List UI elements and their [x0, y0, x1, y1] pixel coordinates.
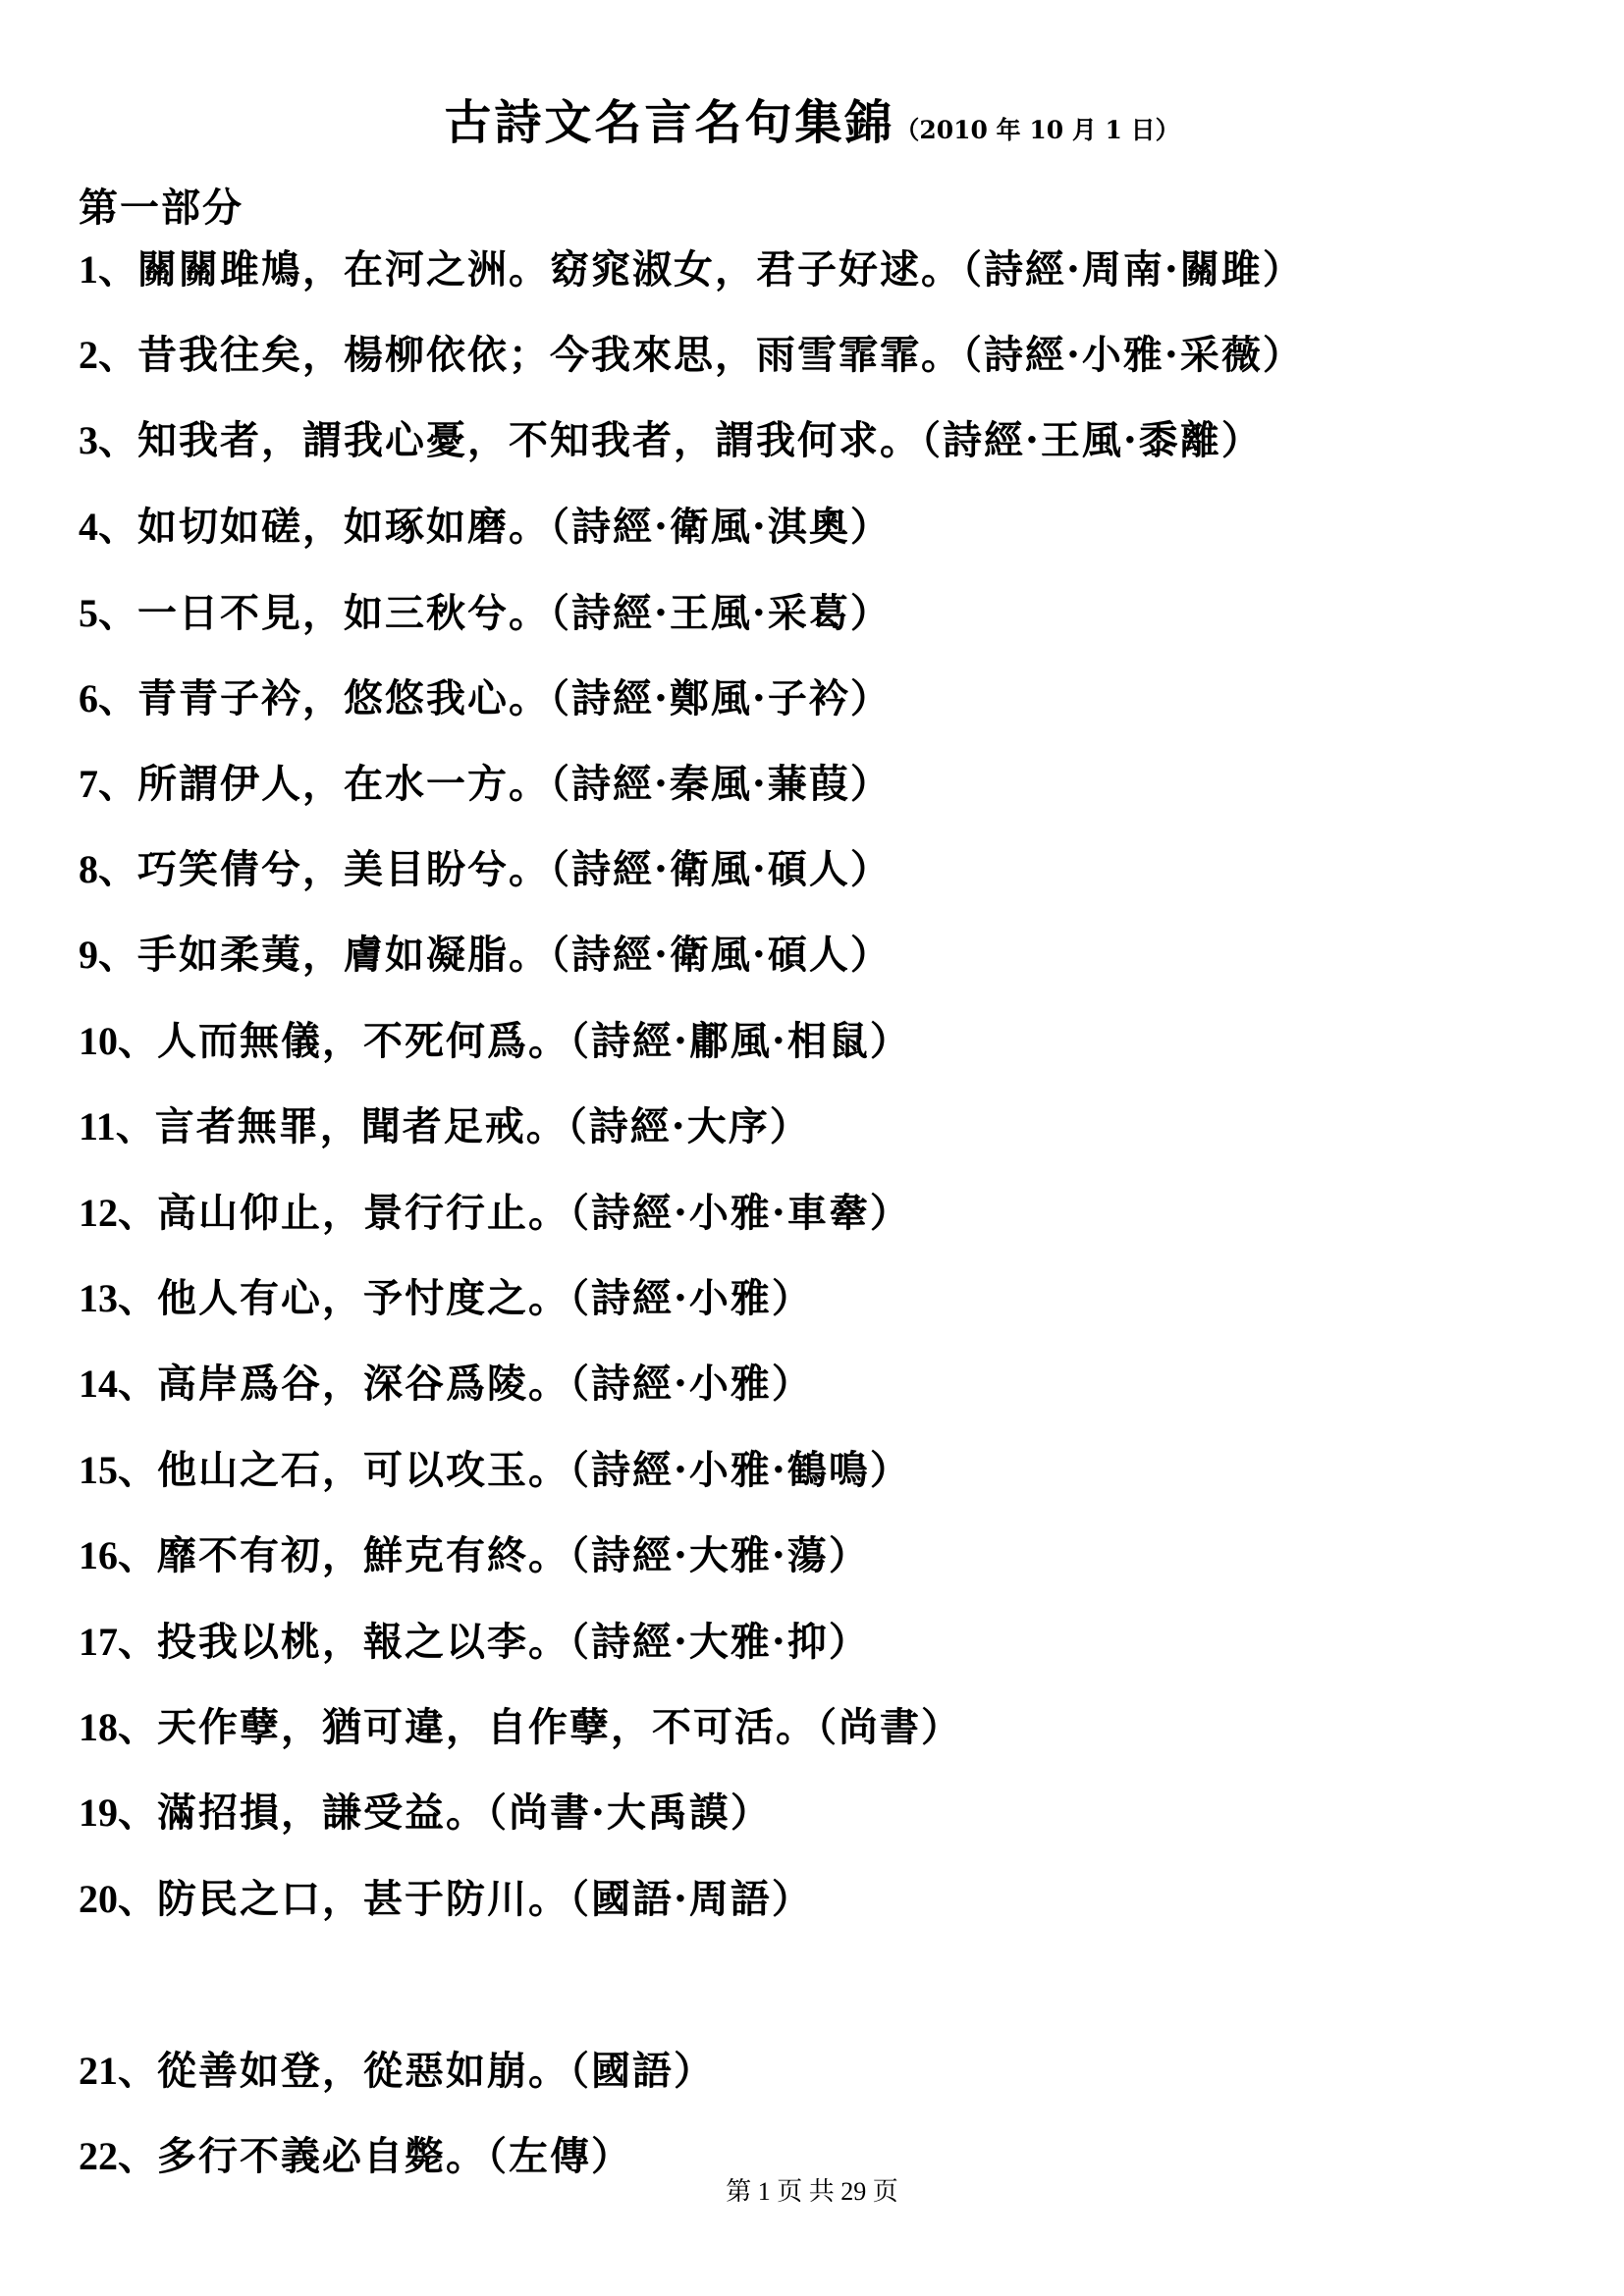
list-item-number: 7、 — [79, 762, 137, 806]
list-item — [79, 244, 1304, 295]
list-item-text: 投我以桃，報之以李。（詩經·大雅·抑） — [157, 1619, 870, 1665]
list-item — [79, 844, 892, 895]
list-item-text: 天作孽，猶可違，自作孽，不可活。（尚書） — [157, 1704, 962, 1750]
list-item — [79, 1359, 813, 1410]
list-item — [79, 502, 892, 553]
list-item — [79, 1273, 813, 1324]
list-item-number: 11、 — [79, 1104, 155, 1148]
list-item-number: 8、 — [79, 847, 137, 891]
list-item-text: 關關雎鳩，在河之洲。窈窕淑女，君子好逑。（詩經·周南·關雎） — [137, 246, 1304, 293]
list-item — [79, 1530, 870, 1581]
list-item — [79, 1188, 911, 1239]
list-item-text: 多行不義必自斃。（左傳） — [157, 2133, 632, 2179]
list-item-number: 6、 — [79, 676, 137, 721]
list-item-text: 他山之石，可以攻玉。（詩經·小雅·鶴鳴） — [157, 1447, 911, 1493]
document-title-line — [0, 84, 1624, 152]
document-date: （2010 年 10 月 1 日） — [894, 116, 1180, 144]
list-item — [79, 1788, 772, 1839]
list-item-text: 人而無儀，不死何爲。（詩經·鄘風·相鼠） — [157, 1018, 911, 1064]
list-item-text: 一日不見，如三秋兮。（詩經·王風·采葛） — [137, 590, 892, 636]
list-item — [79, 415, 1263, 466]
list-item-text: 靡不有初，鮮克有終。（詩經·大雅·蕩） — [157, 1532, 870, 1578]
list-item-number: 17、 — [79, 1620, 157, 1664]
list-item-text: 言者無罪，聞者足戒。（詩經·大序） — [154, 1103, 811, 1149]
list-item — [79, 1874, 813, 1925]
list-item-number: 10、 — [79, 1019, 157, 1063]
list-item-number: 20、 — [79, 1877, 157, 1921]
list-item-number: 4、 — [79, 505, 137, 549]
list-item-text: 青青子衿，悠悠我心。（詩經·鄭風·子衿） — [137, 675, 892, 721]
list-item-text: 防民之口，甚于防川。（國語·周語） — [157, 1876, 813, 1922]
list-item-text: 高岸爲谷，深谷爲陵。（詩經·小雅） — [157, 1361, 813, 1407]
list-item — [79, 1016, 911, 1067]
list-item-text: 從善如登，從惡如崩。（國語） — [157, 2048, 715, 2094]
list-item-number: 1、 — [79, 247, 137, 292]
list-item-text: 手如柔荑，膚如凝脂。（詩經·衛風·碩人） — [137, 932, 892, 978]
list-item-number: 15、 — [79, 1448, 157, 1492]
list-item-number: 19、 — [79, 1790, 157, 1835]
list-item — [79, 588, 892, 639]
list-item-number: 16、 — [79, 1533, 157, 1577]
list-item-number: 22、 — [79, 2134, 157, 2178]
list-item-text: 如切如磋，如琢如磨。（詩經·衛風·淇奧） — [137, 504, 892, 550]
list-item — [79, 1702, 962, 1753]
list-item-number: 13、 — [79, 1276, 157, 1320]
document-title: 古詩文名言名句集錦 — [444, 95, 895, 150]
list-item-text: 巧笑倩兮，美目盼兮。（詩經·衛風·碩人） — [137, 846, 892, 892]
section-heading: 第一部分 — [79, 185, 244, 231]
list-item-number: 18、 — [79, 1705, 157, 1749]
list-item-text: 昔我往矣，楊柳依依；今我來思，雨雪霏霏。（詩經·小雅·采薇） — [137, 332, 1304, 378]
list-item-text: 滿招損，謙受益。（尚書·大禹謨） — [157, 1789, 772, 1836]
list-item-number: 5、 — [79, 591, 137, 635]
list-item-text: 他人有心，予忖度之。（詩經·小雅） — [157, 1275, 813, 1321]
list-item-number: 9、 — [79, 933, 137, 977]
list-item-number: 3、 — [79, 418, 137, 462]
list-item-number: 2、 — [79, 333, 137, 377]
list-item — [79, 2046, 715, 2097]
list-item-number: 14、 — [79, 1362, 157, 1406]
list-item — [79, 330, 1304, 381]
list-item — [79, 759, 892, 810]
list-item — [79, 1101, 811, 1152]
page-footer: 第 1 页 共 29 页 — [726, 2177, 898, 2206]
list-item-number: 12、 — [79, 1191, 157, 1235]
list-item-text: 高山仰止，景行行止。（詩經·小雅·車舝） — [157, 1190, 911, 1236]
list-item-text: 知我者，謂我心憂，不知我者，謂我何求。（詩經·王風·黍離） — [137, 417, 1263, 463]
list-item-number: 21、 — [79, 2049, 157, 2093]
list-item-text: 所謂伊人，在水一方。（詩經·秦風·蒹葭） — [137, 761, 892, 807]
list-item — [79, 930, 892, 981]
list-item — [79, 1445, 911, 1496]
list-item — [79, 673, 892, 724]
list-item — [79, 1617, 870, 1668]
